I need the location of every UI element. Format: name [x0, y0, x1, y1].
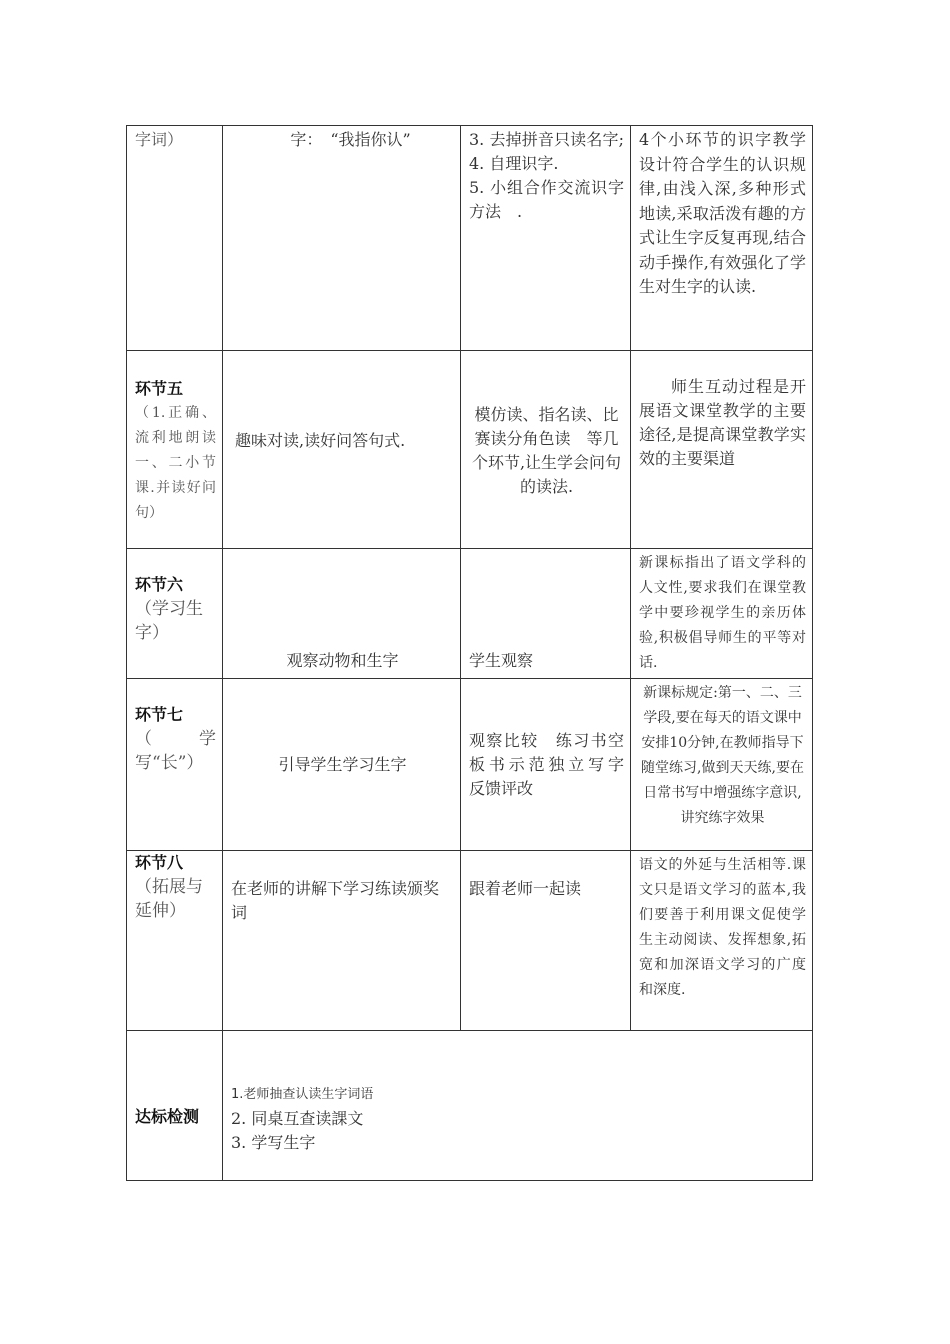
list-item: 5. 小组合作交流识字方法 . — [469, 178, 624, 221]
step-cell — [127, 679, 223, 851]
table-row — [127, 126, 813, 351]
table-row — [127, 351, 813, 549]
design-intent: 4个小环节的识字教学设计符合学生的认识规律,由浅入深,多种形式地读,采取活泼有趣的方式让生字反复再现,结合动手操作,有效强化了学生对生字的认读. — [639, 130, 806, 296]
student-activity-cell — [461, 126, 631, 351]
student-activity: 跟着老师一起读 — [469, 879, 582, 898]
step-cell — [127, 126, 223, 351]
student-activity-cell — [461, 549, 631, 679]
teacher-activity: 观察动物和生字 — [286, 651, 399, 670]
design-intent-cell — [631, 126, 813, 351]
teacher-activity: 字： “我指你认” — [290, 130, 411, 149]
lesson-plan-table — [126, 125, 813, 1181]
table-row — [127, 679, 813, 851]
step-title: 环节五 — [135, 379, 184, 398]
teacher-activity: 引导学生学习生字 — [278, 755, 407, 774]
teacher-activity-cell — [223, 549, 461, 679]
student-activity-cell — [461, 351, 631, 549]
student-activity: 学生观察 — [469, 651, 534, 670]
list-item: 2. 同桌互查读課文 — [231, 1109, 364, 1128]
teacher-activity: 趣味对读,读好问答句式. — [235, 431, 406, 450]
design-intent-cell — [631, 679, 813, 851]
step-subtitle: （学习生字） — [135, 599, 203, 643]
teacher-activity-cell — [223, 126, 461, 351]
step-label: 字词） — [135, 130, 184, 149]
step-cell — [127, 851, 223, 1031]
step-title: 环节六 — [135, 575, 184, 594]
check-list — [223, 1031, 812, 1157]
list-item: 4. 自理识字. — [469, 154, 559, 173]
teacher-activity: 在老师的讲解下学习练读颁奖词 — [231, 879, 440, 922]
table-row — [127, 1031, 813, 1181]
student-activity-cell — [461, 851, 631, 1031]
teacher-activity-cell — [223, 679, 461, 851]
check-label-cell — [127, 1031, 223, 1181]
check-label: 达标检测 — [135, 1107, 200, 1126]
list-item: 3. 去掉拼音只读名字; — [469, 130, 624, 149]
table-row — [127, 851, 813, 1031]
step-cell — [127, 351, 223, 549]
student-activity-cell — [461, 679, 641, 851]
design-intent: 新课标规定:第一、二、三学段,要在每天的语文课中安排10分钟,在教师指导下随堂练习,做到天天练,要在日常书写中增强练字意识,讲究练字效果 — [641, 685, 804, 826]
step-title: 环节七 — [135, 705, 184, 724]
list-item: 1.老师抽查认读生字词语 — [231, 1087, 374, 1102]
design-intent: 师生互动过程是开展语文课堂教学的主要途径,是提高课堂教学实效的主要渠道 — [639, 377, 806, 468]
step-subtitle: （学写“长”） — [135, 729, 216, 773]
student-activity: 观察比较 练习书空 板书示范独立写字 反馈评改 — [469, 731, 641, 798]
step-subtitle: （拓展与延伸） — [135, 877, 203, 921]
table-row — [127, 549, 813, 679]
student-activity: 模仿读、指名读、比赛读分角色读 等几个环节,让生学会问句的读法. — [471, 405, 622, 496]
step-cell — [127, 549, 223, 679]
student-activity-list — [461, 126, 630, 226]
design-intent-cell — [631, 549, 813, 679]
step-subtitle: （1.正确、流利地朗读一、二小节课.并读好问句） — [135, 405, 216, 521]
design-intent: 新课标指出了语文学科的人文性,要求我们在课堂教学中要珍视学生的亲历体验,积极倡导师生的平等对话. — [639, 555, 806, 671]
check-items-cell — [223, 1031, 813, 1181]
design-intent-cell — [631, 351, 813, 549]
step-title: 环节八 — [135, 853, 184, 872]
teacher-activity-cell — [223, 351, 461, 549]
teacher-activity-cell — [223, 851, 461, 1031]
list-item: 3. 学写生字 — [231, 1133, 316, 1152]
design-intent: 语文的外延与生活相等.课文只是语文学习的蓝本,我们要善于利用课文促使学生主动阅读、发挥想象,拓宽和加深语文学习的广度和深度. — [639, 857, 806, 998]
design-intent-cell — [631, 851, 813, 1031]
